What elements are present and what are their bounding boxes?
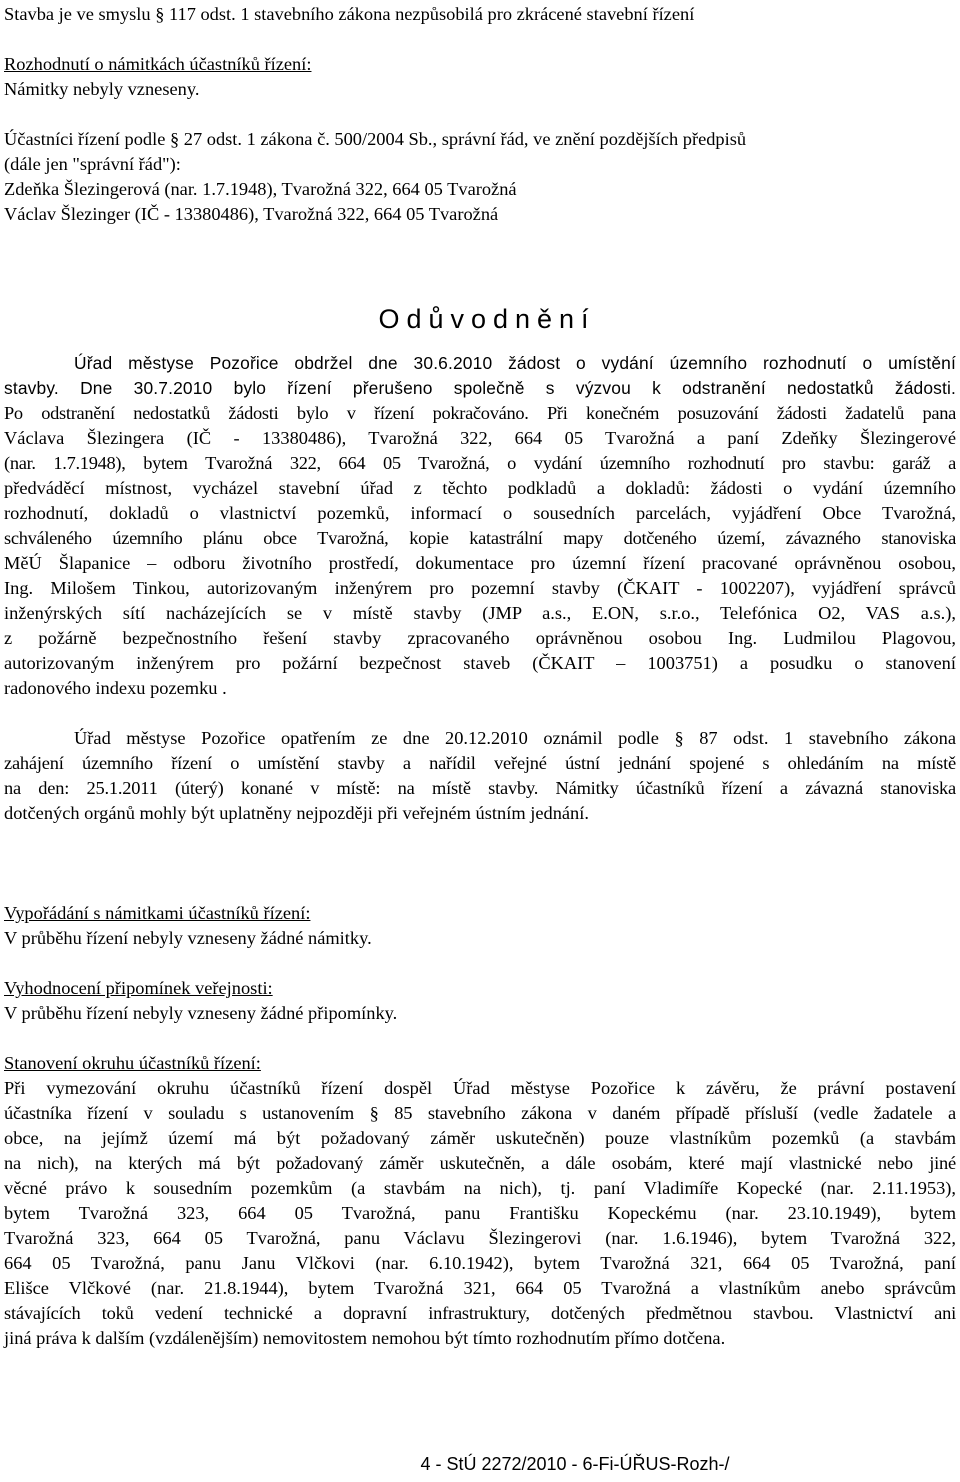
justification-line: dotčených orgánů mohly být uplatněny nejpozději při veřejném ústním jednání. (4, 803, 589, 823)
circle-line: Tvarožná 323, 664 05 Tvarožná, panu Václavu Šlezingerovi (nar. 1.6.1946), bytem Tvarožná 322, (4, 1228, 956, 1248)
circle-line: Elišce Vlčkové (nar. 21.8.1944), bytem Tvarožná 321, 664 05 Tvarožná a vlastníkům anebo správcům (4, 1278, 956, 1298)
justification-line: rozhodnutí, dokladů o vlastnictví pozemků, informací o sousedních parcelách, vyjádření Obce Tvarožná, (4, 503, 956, 523)
spacer (4, 27, 956, 52)
justification-line: inženýrských sítí nacházejících se v místě stavby (JMP a.s., E.ON, s.r.o., Telefónica O2, VAS a.s.), (4, 603, 956, 623)
circle-line: 664 05 Tvarožná, panu Janu Vlčkovi (nar. 6.10.1942), bytem Tvarožná 321, 664 05 Tvarožná, paní (4, 1253, 956, 1273)
participants-intro-line2: (dále jen "správní řád"): (4, 154, 181, 174)
justification-line: schváleného územního plánu obce Tvarožná, kopie katastrální mapy dotčeného území, závazného stanoviska (4, 528, 956, 548)
objections-decision-text: Námitky nebyly vzneseny. (4, 79, 200, 99)
justification-paragraph-1b (4, 401, 956, 701)
spacer (4, 951, 956, 976)
spacer (4, 826, 956, 851)
procedure-note: Stavba je ve smyslu § 117 odst. 1 stavebního zákona nezpůsobilá pro zkrácené stavební řízení (4, 4, 695, 24)
justification-paragraph-2 (4, 726, 956, 826)
section-text-public: V průběhu řízení nebyly vzneseny žádné připomínky. (4, 1003, 398, 1023)
circle-line: na nich), na kterých má být požadovaný záměr uskutečněn, a dále osobám, které mají vlastnické nebo jiné (4, 1153, 956, 1173)
justification-line: Úřad městyse Pozořice obdržel dne 30.6.2010 žádost o vydání územního rozhodnutí o umístění (74, 353, 956, 373)
participant-2: Václav Šlezinger (IČ - 13380486), Tvarožná 322, 664 05 Tvarožná (4, 204, 499, 224)
justification-line: autorizovaným inženýrem pro požární bezpečnost staveb (ČKAIT – 1003751) a posudku o stanovení (4, 653, 956, 673)
spacer (4, 876, 956, 901)
section-text-circle (4, 1076, 956, 1351)
document-page (4, 2, 956, 1351)
justification-line: Václava Šlezingera (IČ - 13380486), Tvarožná 322, 664 05 Tvarožná a paní Zdeňky Šlezingerové (4, 428, 956, 448)
spacer (4, 102, 956, 127)
circle-line: stávajících toků vedení technické a dopravní infrastruktury, dotčených předmětnou stavbou. Vlastnictví ani (4, 1303, 956, 1323)
page-footer: 4 - StÚ 2272/2010 - 6-Fi-ÚŘUS-Rozh-/ (420, 1454, 730, 1474)
justification-paragraph-1 (4, 351, 956, 401)
justification-line: Úřad městyse Pozořice opatřením ze dne 20.12.2010 oznámil podle § 87 odst. 1 stavebního zákona (74, 728, 956, 748)
justification-line: (nar. 1.7.1948), bytem Tvarožná 322, 664 05 Tvarožná, o vydání územního rozhodnutí pro stavbu: garáž a (4, 453, 956, 473)
justification-line: MěÚ Šlapanice – odboru životního prostředí, dokumentace pro územní řízení pracované oprávněnou osobou, (4, 553, 956, 573)
circle-line: obce, na jejímž území má být požadovaný záměr uskutečněn) pouze vlastníkům pozemků (a stavbám (4, 1128, 956, 1148)
section-title-circle: Stanovení okruhu účastníků řízení: (4, 1053, 261, 1073)
justification-line: na den: 25.1.2011 (úterý) konané v místě: na místě stavby. Námitky účastníků řízení a závazná stanoviska (4, 778, 956, 798)
section-heading-oduvodneni: Odůvodnění (378, 304, 596, 334)
circle-line: jiná práva k dalším (vzdálenějším) nemovitostem nemohou být tímto rozhodnutím přímo dotčena. (4, 1328, 726, 1348)
circle-line: věcné právo k sousedním pozemkům (a stavbám na nich), tj. paní Vladimíře Kopecké (nar. 2.11.1953), (4, 1178, 956, 1198)
justification-line: z požárně bezpečnostního řešení stavby zpracovaného oprávněnou osobou Ing. Ludmilou Plagovou, (4, 628, 956, 648)
justification-line: zahájení územního řízení o umístění stavby a nařídil veřejné ústní jednání spojené s ohledáním na místě (4, 753, 956, 773)
section-text-objections: V průběhu řízení nebyly vzneseny žádné námitky. (4, 928, 372, 948)
circle-line: Při vymezování okruhu účastníků řízení dospěl Úřad městyse Pozořice k závěru, že právní postavení (4, 1078, 956, 1098)
circle-line: účastníka řízení v souladu s ustanovením § 85 stavebního zákona v daném případě přísluší (vedle žadatele a (4, 1103, 956, 1123)
objections-decision-title: Rozhodnutí o námitkách účastníků řízení: (4, 54, 312, 74)
section-title-objections: Vypořádání s námitkami účastníků řízení: (4, 903, 311, 923)
justification-line: radonového indexu pozemku . (4, 678, 227, 698)
spacer (4, 701, 956, 726)
participant-1: Zdeňka Šlezingerová (nar. 1.7.1948), Tvarožná 322, 664 05 Tvarožná (4, 179, 517, 199)
participants-intro-line1: Účastníci řízení podle § 27 odst. 1 zákona č. 500/2004 Sb., správní řád, ve znění pozdějších předpisů (4, 129, 747, 149)
justification-line: předváděcí místnost, vycházel stavební úřad z těchto podkladů a dokladů: žádosti o vydání územního (4, 478, 956, 498)
justification-line: Po odstranění nedostatků žádosti bylo v řízení pokračováno. Při konečném posuzování žádosti žadatelů pana (4, 403, 956, 423)
justification-line: stavby. Dne 30.7.2010 bylo řízení přerušeno společně s výzvou k odstranění nedostatků žádosti. (4, 378, 956, 398)
spacer (4, 1026, 956, 1051)
justification-line: Ing. Milošem Tinkou, autorizovaným inženýrem pro pozemní stavby (ČKAIT - 1002207), vyjádření správců (4, 578, 956, 598)
spacer (4, 851, 956, 876)
section-title-public: Vyhodnocení připomínek veřejnosti: (4, 978, 273, 998)
circle-line: bytem Tvarožná 323, 664 05 Tvarožná, panu Františku Kopeckému (nar. 23.10.1949), bytem (4, 1203, 956, 1223)
